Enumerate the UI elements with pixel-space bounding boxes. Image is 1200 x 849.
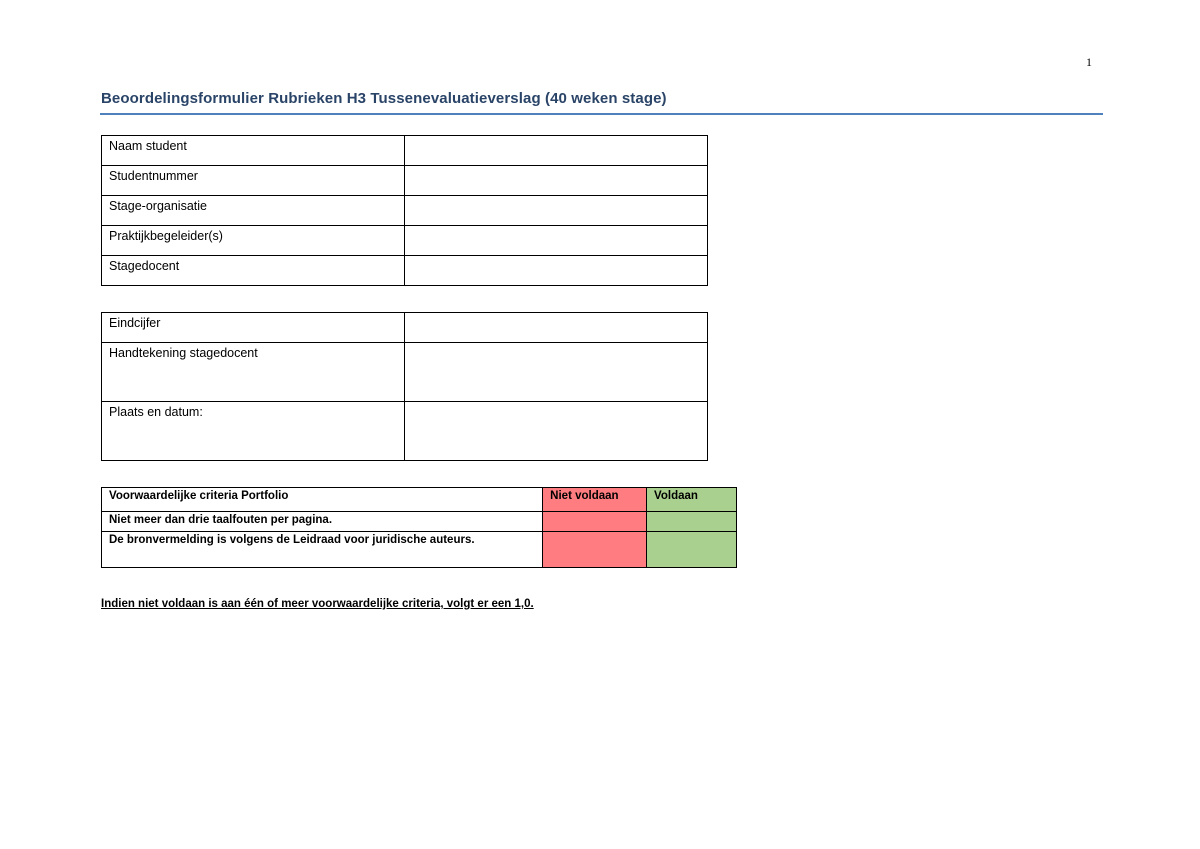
table-row [102,343,708,402]
label-cell: Eindcijfer [102,313,405,343]
not-met-header: Niet voldaan [543,488,647,512]
label-cell: Stage-organisatie [102,196,405,226]
label-cell: Naam student [102,136,405,166]
table-row [102,512,737,532]
table-row [102,402,708,461]
met-header: Voldaan [647,488,737,512]
eindcijfer-field[interactable] [405,313,708,343]
title-divider [100,113,1103,115]
grade-signature-table [101,312,708,461]
label-cell: Studentnummer [102,166,405,196]
table-row [102,166,708,196]
table-row [102,532,737,568]
student-info-table [101,135,708,286]
label-cell: Stagedocent [102,256,405,286]
criterion-cell: De bronvermelding is volgens de Leidraad voor juridische auteurs. [102,532,543,568]
handtekening-field[interactable] [405,343,708,402]
not-met-cell[interactable] [543,532,647,568]
plaats-datum-field[interactable] [405,402,708,461]
studentnummer-field[interactable] [405,166,708,196]
table-row [102,256,708,286]
met-cell[interactable] [647,512,737,532]
criteria-header: Voorwaardelijke criteria Portfolio [102,488,543,512]
table-row [102,226,708,256]
table-row [102,313,708,343]
not-met-cell[interactable] [543,512,647,532]
naam-student-field[interactable] [405,136,708,166]
table-row [102,196,708,226]
met-cell[interactable] [647,532,737,568]
criteria-table [101,487,737,568]
label-cell: Praktijkbegeleider(s) [102,226,405,256]
label-cell: Plaats en datum: [102,402,405,461]
criterion-cell: Niet meer dan drie taalfouten per pagina. [102,512,543,532]
stagedocent-field[interactable] [405,256,708,286]
table-row [102,136,708,166]
praktijkbegeleider-field[interactable] [405,226,708,256]
document-title: Beoordelingsformulier Rubrieken H3 Tussenevaluatieverslag (40 weken stage) [101,90,667,107]
footnote: Indien niet voldaan is aan één of meer voorwaardelijke criteria, volgt er een 1,0. [101,598,534,610]
stage-organisatie-field[interactable] [405,196,708,226]
page-number: 1 [1086,55,1092,69]
table-header-row [102,488,737,512]
label-cell: Handtekening stagedocent [102,343,405,402]
